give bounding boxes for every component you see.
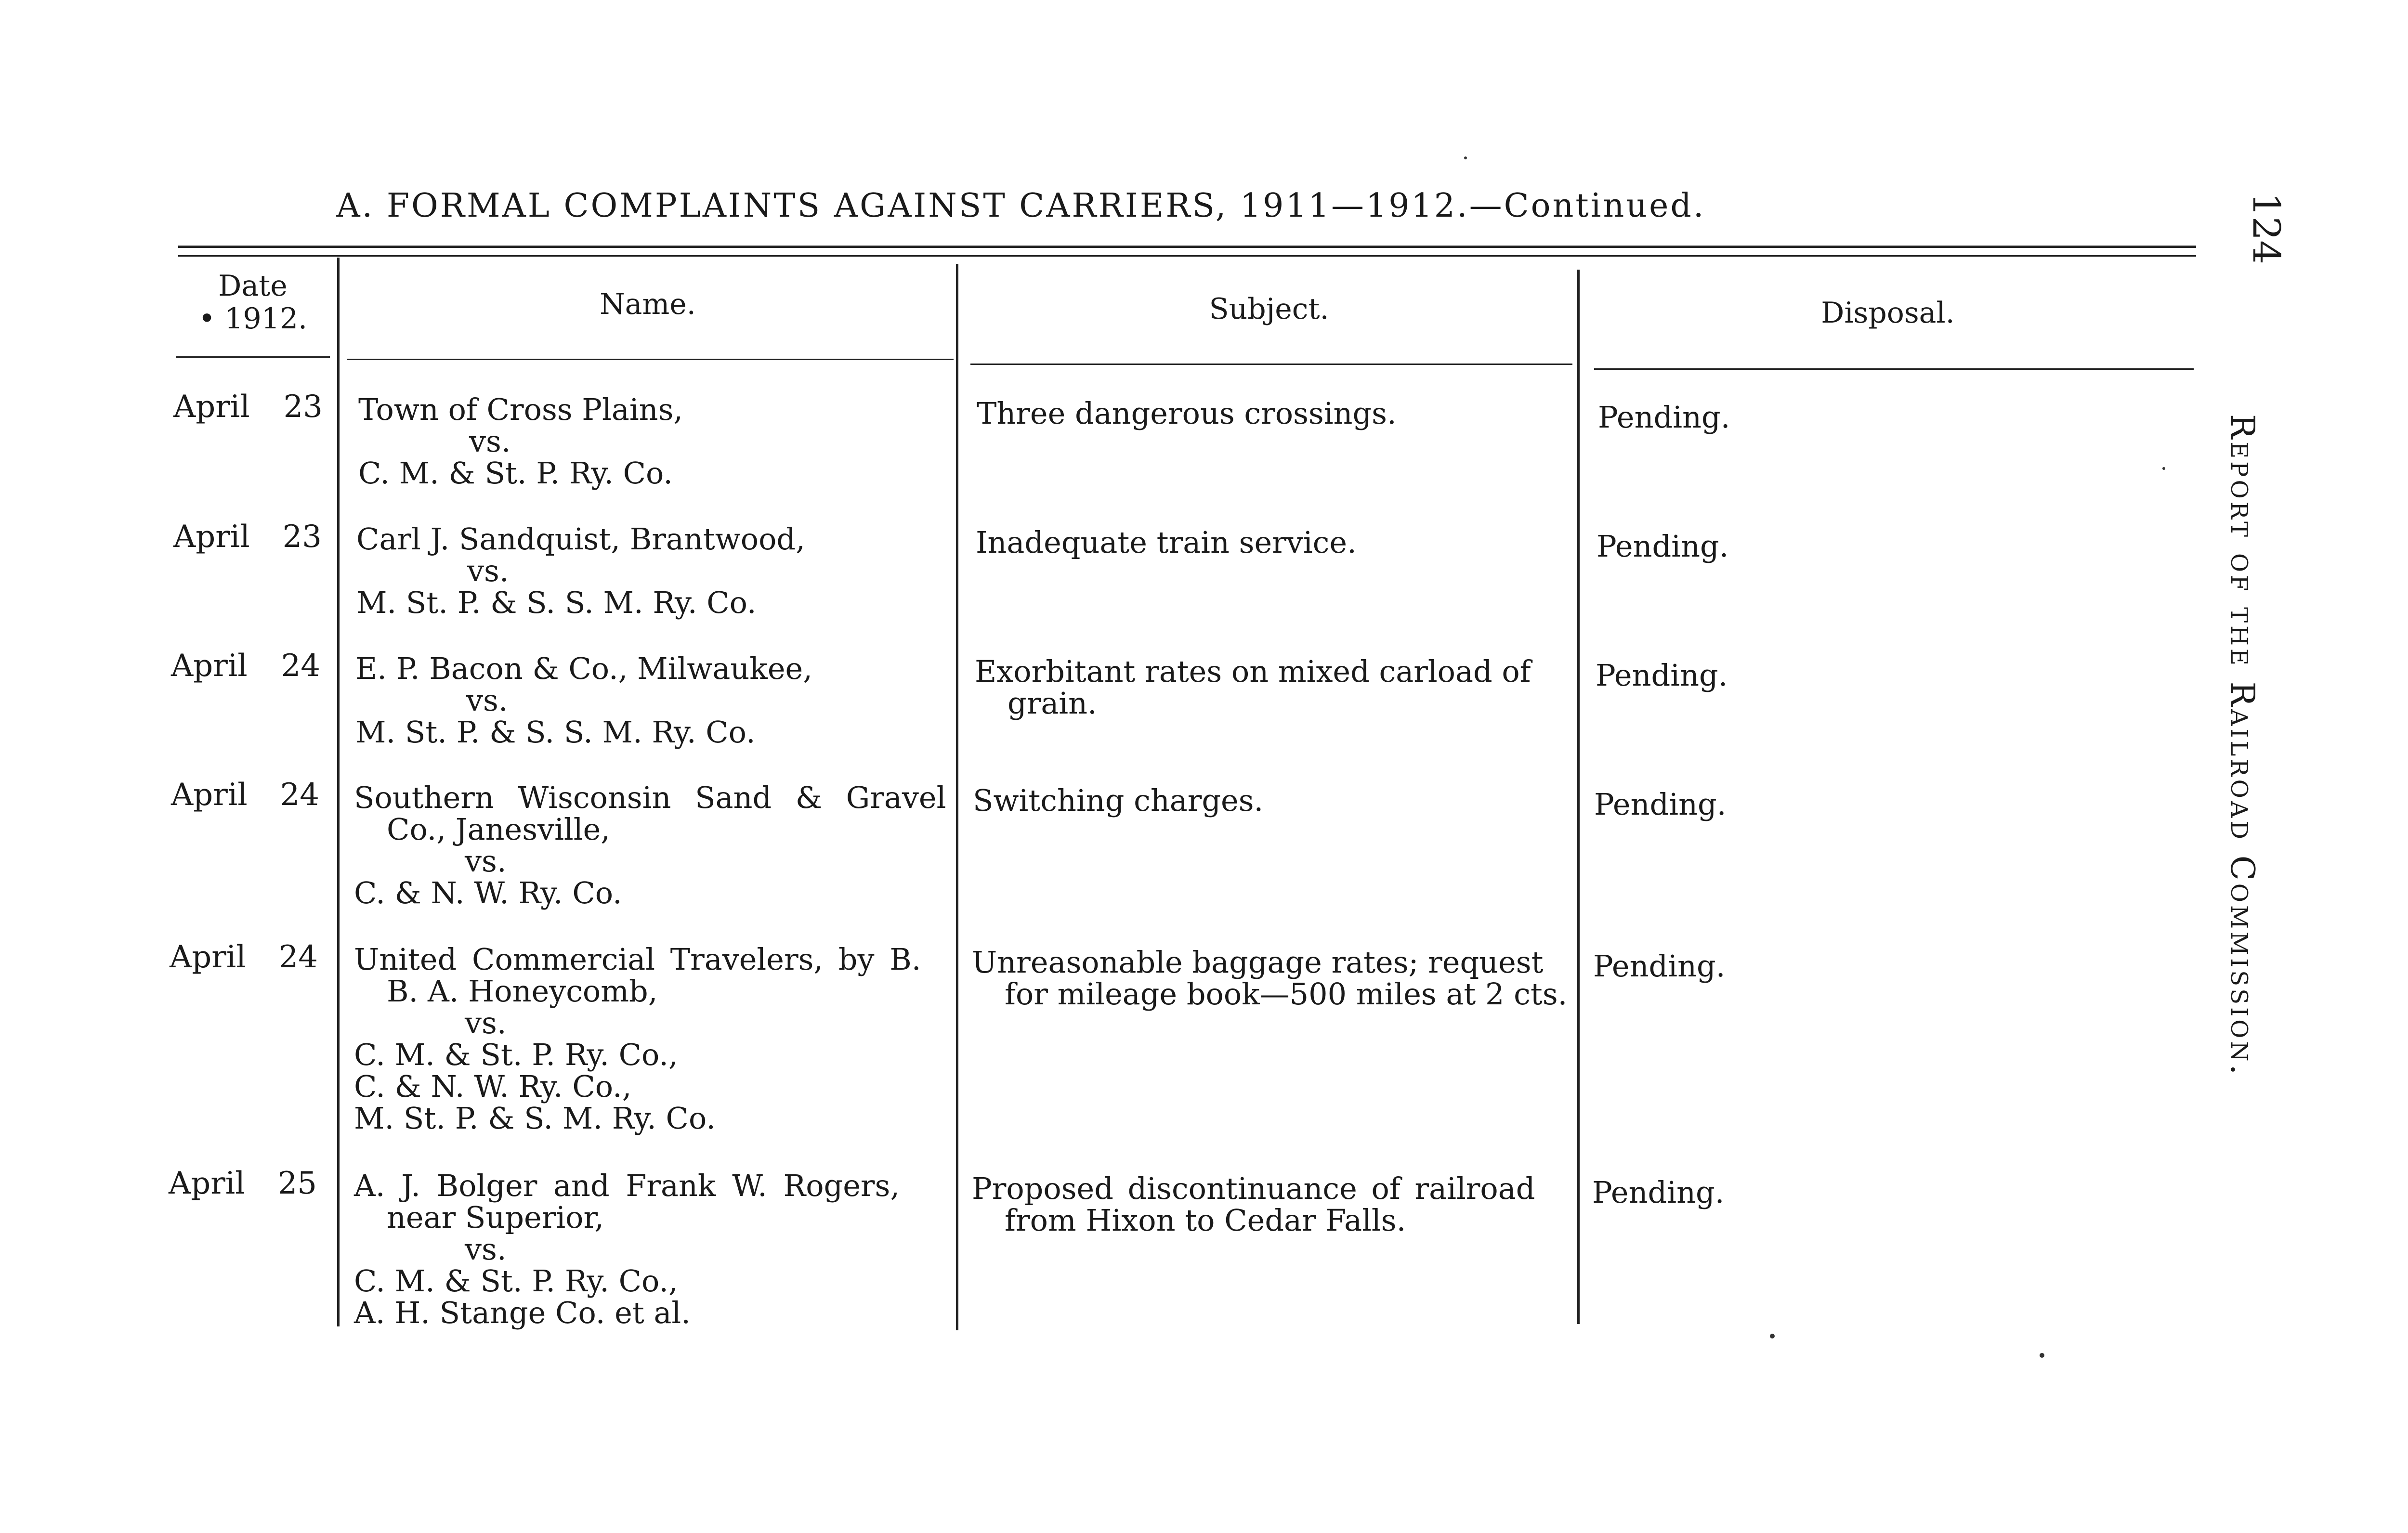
running-head: Report of the Railroad Commission. xyxy=(2223,414,2261,1078)
row6-disposal: Pending. xyxy=(1592,1175,1725,1210)
row3-subject xyxy=(975,656,1531,719)
name-line: Southern Wisconsin Sand & Gravel xyxy=(354,780,946,815)
page-title: A. FORMAL COMPLAINTS AGAINST CARRIERS, 1911—1912.—Continued. xyxy=(336,187,1706,225)
row5-day: 24 xyxy=(278,939,318,975)
header-disposal: Disposal. xyxy=(1821,296,1955,330)
name-line: C. M. & St. P. Ry. Co., xyxy=(354,1037,678,1072)
print-speck xyxy=(2162,467,2165,470)
header-name: Name. xyxy=(600,287,696,321)
row3-name xyxy=(355,653,812,748)
subject-line: from Hixon to Cedar Falls. xyxy=(1005,1203,1406,1238)
name-line: A. J. Bolger and Frank W. Rogers, xyxy=(354,1168,900,1203)
header-date-line1: Date xyxy=(218,269,288,303)
name-line: Carl J. Sandquist, Brantwood, xyxy=(356,521,805,557)
subject-line: Exorbitant rates on mixed carload of xyxy=(975,654,1531,689)
name-line: Co., Janesville, xyxy=(387,812,610,847)
name-line: M. St. P. & S. S. M. Ry. Co. xyxy=(355,715,756,750)
row6-name xyxy=(354,1170,900,1329)
name-line: C. & N. W. Ry. Co. xyxy=(354,875,622,910)
row4-month: April xyxy=(171,777,248,813)
row4-day: 24 xyxy=(280,777,319,813)
row2-name xyxy=(356,523,805,619)
row1-disposal: Pending. xyxy=(1598,400,1730,435)
row2-disposal: Pending. xyxy=(1597,529,1729,564)
name-line: M. St. P. & S. S. M. Ry. Co. xyxy=(356,585,757,620)
name-vs: vs. xyxy=(465,1005,507,1040)
row6-subject xyxy=(972,1173,1535,1236)
row1-month: April xyxy=(173,389,250,425)
row2-subject xyxy=(976,527,1357,559)
name-line: C. M. & St. P. Ry. Co. xyxy=(358,455,673,491)
name-line: United Commercial Travelers, by B. xyxy=(354,942,921,977)
subject-line: Proposed discontinuance of railroad xyxy=(972,1171,1535,1206)
header-rule-date xyxy=(176,356,330,358)
header-rule-disposal xyxy=(1594,368,2194,370)
row2-month: April xyxy=(173,519,250,555)
row1-name xyxy=(358,394,683,489)
col-rule-3 xyxy=(1577,270,1580,1324)
header-rule-subject xyxy=(970,364,1572,365)
subject-line: Switching charges. xyxy=(973,783,1264,818)
header-date xyxy=(173,270,332,335)
name-line: E. P. Bacon & Co., Milwaukee, xyxy=(355,651,812,686)
header-date-line2: • 1912. xyxy=(198,302,308,336)
row1-subject xyxy=(977,398,1397,429)
name-line: near Superior, xyxy=(387,1200,604,1235)
row3-month: April xyxy=(171,648,248,684)
col-rule-1 xyxy=(337,258,340,1326)
row5-name xyxy=(354,944,921,1134)
row5-subject xyxy=(972,947,1567,1010)
row6-day: 25 xyxy=(277,1166,317,1201)
row5-month: April xyxy=(170,939,246,975)
name-line: M. St. P. & S. M. Ry. Co. xyxy=(354,1101,716,1136)
row4-disposal: Pending. xyxy=(1594,787,1727,822)
print-speck xyxy=(1464,156,1467,159)
row6-month: April xyxy=(169,1166,245,1201)
name-line: C. & N. W. Ry. Co., xyxy=(354,1069,632,1104)
page-number: 124 xyxy=(2244,193,2288,264)
subject-line: Unreasonable baggage rates; request xyxy=(972,945,1544,980)
row2-day: 23 xyxy=(282,519,322,555)
name-vs: vs. xyxy=(466,683,508,718)
top-rule-2 xyxy=(178,255,2196,257)
row4-name xyxy=(354,782,946,909)
row3-day: 24 xyxy=(281,648,320,684)
name-line: C. M. & St. P. Ry. Co., xyxy=(354,1263,678,1299)
subject-line: Inadequate train service. xyxy=(976,525,1357,560)
print-speck xyxy=(1770,1334,1775,1338)
name-vs: vs. xyxy=(465,1232,507,1267)
subject-line: for mileage book—500 miles at 2 cts. xyxy=(1005,976,1568,1012)
col-rule-2 xyxy=(956,264,958,1330)
row3-disposal: Pending. xyxy=(1596,658,1728,693)
top-rule xyxy=(178,246,2196,248)
header-rule-name xyxy=(347,359,954,360)
print-speck xyxy=(2040,1353,2044,1358)
row4-subject xyxy=(973,785,1263,817)
name-line: A. H. Stange Co. et al. xyxy=(354,1295,691,1330)
name-vs: vs. xyxy=(467,553,509,588)
name-line: B. A. Honeycomb, xyxy=(387,974,658,1009)
name-line: Town of Cross Plains, xyxy=(358,392,683,427)
subject-line: Three dangerous crossings. xyxy=(977,396,1397,431)
row1-day: 23 xyxy=(283,389,323,425)
header-subject: Subject. xyxy=(1209,292,1329,326)
subject-line: grain. xyxy=(1008,686,1097,721)
row5-disposal: Pending. xyxy=(1593,948,1726,984)
name-vs: vs. xyxy=(465,844,507,879)
name-vs: vs. xyxy=(469,424,511,459)
